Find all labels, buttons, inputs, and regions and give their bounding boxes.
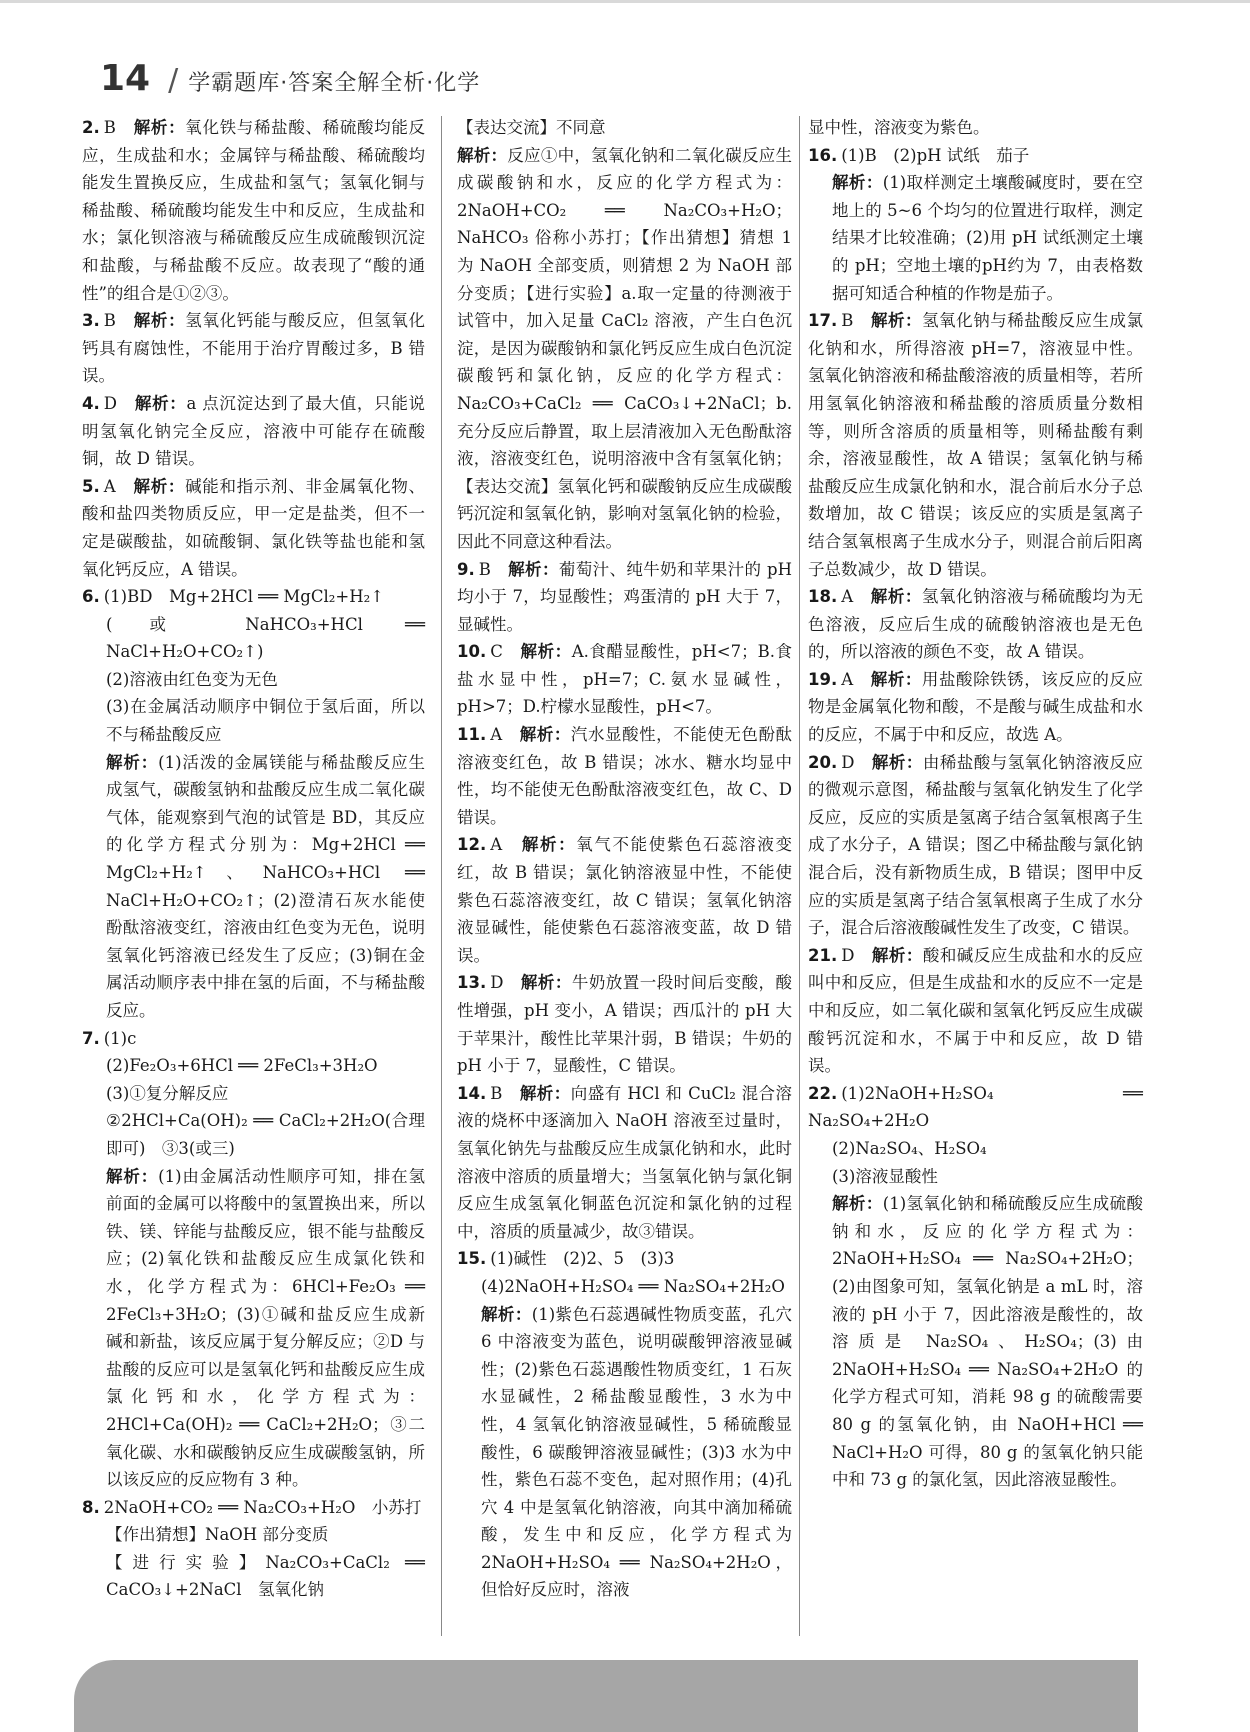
column-divider bbox=[799, 116, 800, 1636]
answer-choice: (1)B (2)pH 试纸 茄子 bbox=[841, 145, 1030, 165]
column-divider bbox=[441, 116, 442, 1636]
answer-choice: D bbox=[103, 393, 117, 413]
analysis-text: 由稀盐酸与氢氧化钠溶液反应的微观示意图，稀盐酸与氢氧化钠发生了化学反应，反应的实质是氢离子结合氢氧根离子生成了水分子，A 错误；图乙中稀盐酸与氯化钠混合后，没有新物质生成，B 错误；图甲中反应的实质是氢离子结合氢氧根离子生成了水分子，混合后溶液酸碱性发生了改变，C 错误。 bbox=[808, 752, 1144, 938]
analysis-block bbox=[106, 749, 425, 1025]
answer-choice: C bbox=[490, 642, 503, 662]
analysis-text: 汽水显酸性，不能使无色酚酞溶液变红色，故 B 错误；冰水、糖水均显中性，均不能使无色酚酞溶液变红色，故 C、D 错误。 bbox=[457, 725, 793, 827]
answer-choice: A bbox=[841, 587, 854, 607]
answer-item bbox=[82, 307, 425, 390]
answer-line: (2)溶液由红色变为无色 bbox=[106, 669, 278, 689]
analysis-text: a 点沉淀达到了最大值，只能说明氢氧化钠完全反应，溶液中可能存在硫酸铜，故 D 错误。 bbox=[82, 393, 426, 469]
answer-line: 【表达交流】不同意 bbox=[457, 118, 606, 137]
question-number: 14. bbox=[457, 1083, 487, 1103]
analysis-text: 碱能和指示剂、非金属氧化物、酸和盐四类物质反应，甲一定是盐类，但不一定是碳酸盐，如硫酸铜、氯化铁等盐也能和氢氧化钙反应，A 错误。 bbox=[82, 476, 426, 579]
answer-choice: (1)BD Mg+2HCl ══ MgCl₂+H₂↑ bbox=[103, 587, 385, 607]
question-number: 22. bbox=[808, 1083, 838, 1103]
answer-item bbox=[808, 1080, 1143, 1135]
answer-item bbox=[808, 942, 1143, 1080]
question-number: 20. bbox=[808, 752, 838, 772]
answer-item bbox=[457, 831, 792, 969]
analysis-label: 解析： bbox=[457, 145, 508, 165]
answer-item bbox=[457, 556, 792, 639]
answer-line: 显中性，溶液变为紫色。 bbox=[808, 118, 990, 137]
answer-item bbox=[457, 638, 792, 721]
question-number: 18. bbox=[808, 587, 838, 607]
analysis-label: 解析： bbox=[870, 311, 923, 331]
analysis-block bbox=[832, 1190, 1143, 1494]
answer-choice: (1)2NaOH+H₂SO₄ ══ Na₂SO₄+2H₂O bbox=[808, 1083, 1143, 1131]
answer-line: (3)溶液显酸性 bbox=[832, 1166, 938, 1186]
question-number: 21. bbox=[808, 945, 838, 965]
answer-item bbox=[82, 583, 425, 611]
answer-choice: B bbox=[103, 118, 116, 137]
analysis-text: 牛奶放置一段时间后变酸，酸性增强，pH 变小，A 错误；西瓜汁的 pH 大于苹果汁，酸性比苹果汁弱，B 错误；牛奶的 pH 小于 7，显酸性，C 错误。 bbox=[457, 973, 793, 1076]
answer-choice: 2NaOH+CO₂ ══ Na₂CO₃+H₂O 小苏打 bbox=[103, 1497, 422, 1517]
analysis-label: 解析： bbox=[519, 725, 571, 745]
analysis-block bbox=[832, 169, 1143, 307]
answer-choice: A bbox=[841, 669, 854, 689]
answer-choice: (1)c bbox=[103, 1028, 137, 1048]
analysis-block bbox=[457, 142, 792, 556]
answer-item bbox=[457, 969, 792, 1079]
question-number: 7. bbox=[82, 1028, 100, 1048]
analysis-label: 解析： bbox=[481, 1304, 532, 1324]
answer-column-3 bbox=[808, 114, 1143, 1494]
analysis-text: 氢氧化钠溶液与稀硫酸均为无色溶液，反应后生成的硫酸钠溶液也是无色的，所以溶液的颜色不变，故 A 错误。 bbox=[808, 587, 1144, 662]
answer-choice: A bbox=[490, 835, 503, 855]
answer-item bbox=[808, 583, 1143, 666]
answer-choice: A bbox=[103, 476, 116, 496]
analysis-label: 解析： bbox=[870, 669, 922, 689]
analysis-text: 葡萄汁、纯牛奶和苹果汁的 pH 均小于 7，均显酸性；鸡蛋清的 pH 大于 7，显碱性。 bbox=[457, 559, 793, 634]
analysis-label: 解析： bbox=[832, 173, 883, 193]
analysis-label: 解析： bbox=[508, 559, 559, 579]
question-number: 13. bbox=[457, 973, 487, 993]
analysis-label: 解析： bbox=[832, 1194, 883, 1214]
answer-choice: A bbox=[490, 725, 503, 745]
answer-item bbox=[82, 1025, 425, 1053]
answer-choice: D bbox=[841, 945, 855, 965]
analysis-text: (1)取样测定土壤酸碱度时，要在空地上的 5~6 个均匀的位置进行取样，测定结果才比较准确；(2)用 pH 试纸测定土壤的 pH；空地土壤的pH约为 7，由表格数据可知适合种植的作物是茄子。 bbox=[832, 173, 1144, 303]
footer-band bbox=[74, 1660, 1138, 1732]
question-number: 16. bbox=[808, 145, 838, 165]
answer-item bbox=[82, 114, 425, 307]
analysis-text: 用盐酸除铁锈，该反应的反应物是金属氧化物和酸，不是酸与碱生成盐和水的反应，不属于中和反应，故选 A。 bbox=[808, 669, 1144, 745]
analysis-text: (1)活泼的金属镁能与稀盐酸反应生成氢气，碳酸氢钠和盐酸反应生成二氧化碳气体，能观察到气泡的试管是 BD，其反应的化学方程式分别为：Mg+2HCl ══ MgCl₂+H₂↑、NaHCO₃+HCl ══ NaCl+H₂O+CO₂↑；(2)澄清石灰水能使酚酞溶液变红，溶液由红色变为无色，说明氢氧化钙溶液已经发生了反应；(3)铜在金属活动顺序表中排在氢的后面，不与稀盐酸反应。 bbox=[106, 752, 426, 1020]
analysis-text: 氢氧化钠与稀盐酸反应生成氯化钠和水，所得溶液 pH=7，溶液显中性。氢氧化钠溶液和稀盐酸溶液的质量相等，若所用氢氧化钠溶液和稀盐酸的溶质质量分数相等，则所含溶质的质量相等，则稀盐酸有剩余，溶液显酸性，故 A 错误；氢氧化钠与稀盐酸反应生成氯化钠和水，混合前后水分子总数增加，故 C 错误；该反应的实质是氢离子结合氢氧根离子生成水分子，则混合前后阳离子总数减少，故 D 错误。 bbox=[808, 311, 1144, 579]
answer-choice: B bbox=[103, 311, 116, 331]
question-number: 19. bbox=[808, 669, 838, 689]
answer-item bbox=[808, 142, 1143, 170]
analysis-text: 氧气不能使紫色石蕊溶液变红，故 B 错误；氯化钠溶液显中性，不能使紫色石蕊溶液变红，故 C 错误；氢氧化钠溶液显碱性，能使紫色石蕊溶液变蓝，故 D 错误。 bbox=[457, 835, 793, 965]
answer-line: (2)Fe₂O₃+6HCl ══ 2FeCl₃+3H₂O bbox=[106, 1056, 378, 1076]
question-number: 10. bbox=[457, 642, 487, 662]
analysis-label: 解析： bbox=[133, 118, 186, 137]
answer-item bbox=[82, 473, 425, 583]
analysis-label: 解析： bbox=[521, 835, 577, 855]
answer-choice: B bbox=[478, 559, 491, 579]
question-number: 17. bbox=[808, 311, 838, 331]
question-number: 2. bbox=[82, 118, 100, 137]
analysis-text: 氢氧化钙能与酸反应，但氢氧化钙具有腐蚀性，不能用于治疗胃酸过多，B 错误。 bbox=[82, 311, 426, 386]
analysis-label: 解析： bbox=[520, 973, 572, 993]
answer-choice: D bbox=[490, 973, 504, 993]
analysis-label: 解析： bbox=[133, 476, 186, 496]
answer-item bbox=[82, 1494, 425, 1522]
analysis-label: 解析： bbox=[106, 752, 159, 772]
analysis-text: 氧化铁与稀盐酸、稀硫酸均能反应，生成盐和水；金属锌与稀盐酸、稀硫酸均能发生置换反应，生成盐和氢气；氢氧化铜与稀盐酸、稀硫酸均能发生中和反应，生成盐和水；氯化钡溶液与稀硫酸反应生成硫酸钡沉淀和盐酸，与稀盐酸不反应。故表现了“酸的通性”的组合是①②③。 bbox=[82, 118, 426, 303]
answer-line: (3)①复分解反应 bbox=[106, 1083, 229, 1103]
analysis-label: 解析： bbox=[870, 587, 922, 607]
answer-line: (或 NaHCO₃+HCl ══ NaCl+H₂O+CO₂↑) bbox=[106, 614, 425, 662]
page-number: 14 bbox=[100, 58, 151, 99]
header-slash: / bbox=[168, 63, 179, 98]
question-number: 6. bbox=[82, 587, 100, 607]
analysis-label: 解析： bbox=[871, 945, 923, 965]
analysis-block bbox=[481, 1301, 792, 1605]
analysis-text: (1)紫色石蕊遇碱性物质变蓝，孔穴 6 中溶液变为蓝色，说明碳酸钾溶液显碱性；(2)紫色石蕊遇酸性物质变红，1 石灰水显碱性，2 稀盐酸显酸性，3 水为中性，4 氢氧化钠溶液显碱性，5 稀硫酸显酸性，6 碳酸钾溶液显碱性；(3)3 水为中性，紫色石蕊不变色，起对照作用；(4)孔穴 4 中是氢氧化钠溶液，向其中滴加稀硫酸，发生中和反应，化学方程式为 2NaOH+H₂SO₄ ══ Na₂SO₄+2H₂O，但恰好反应时，溶液 bbox=[481, 1304, 793, 1600]
top-rule bbox=[0, 0, 1250, 3]
analysis-text: (1)氢氧化钠和稀硫酸反应生成硫酸钠和水，反应的化学方程式为：2NaOH+H₂SO₄ ══ Na₂SO₄+2H₂O；(2)由图象可知，氢氧化钠是 a mL 时，溶液的 pH 小于 7，因此溶液是酸性的，故溶质是 Na₂SO₄、H₂SO₄；(3)由 2NaOH+H₂SO₄ ══ Na₂SO₄+2H₂O 的化学方程式可知，消耗 98 g 的硫酸需要 80 g 的氢氧化钠，由 NaOH+HCl ══ NaCl+H₂O 可得，80 g 的氢氧化钠只能中和 73 g 的氯化氢，因此溶液显酸性。 bbox=[832, 1194, 1144, 1490]
answer-column-2 bbox=[457, 114, 792, 1604]
answer-choice: B bbox=[490, 1083, 503, 1103]
analysis-label: 解析： bbox=[871, 752, 923, 772]
page-header bbox=[100, 58, 480, 102]
book-title: 学霸题库·答案全解全析·化学 bbox=[188, 71, 481, 96]
answer-line: (4)2NaOH+H₂SO₄ ══ Na₂SO₄+2H₂O bbox=[481, 1276, 785, 1296]
question-number: 5. bbox=[82, 476, 100, 496]
question-number: 8. bbox=[82, 1497, 100, 1517]
analysis-text: 酸和碱反应生成盐和水的反应叫中和反应，但是生成盐和水的反应不一定是中和反应，如二氧化碳和氢氧化钙反应生成碳酸钙沉淀和水，不属于中和反应，故 D 错误。 bbox=[808, 945, 1144, 1076]
analysis-text: 反应①中，氢氧化钠和二氧化碳反应生成碳酸钠和水，反应的化学方程式为：2NaOH+CO₂ ══ Na₂CO₃+H₂O；NaHCO₃ 俗称小苏打；【作出猜想】猜想 1 为 NaOH 全部变质，则猜想 2 为 NaOH 部分变质；【进行实验】a.取一定量的待测液于试管中，加入足量 CaCl₂ 溶液，产生白色沉淀，是因为碳酸钠和氯化钙反应生成白色沉淀碳酸钙和氯化钠，反应的化学方程式：Na₂CO₃+CaCl₂ ══ CaCO₃↓+2NaCl；b.充分反应后静置，取上层清液加入无色酚酞溶液，溶液变红色，说明溶液中含有氢氧化钠；【表达交流】氢氧化钙和碳酸钠反应生成碳酸钙沉淀和氢氧化钠，影响对氢氧化钠的检验，因此不同意这种看法。 bbox=[457, 145, 793, 551]
analysis-label: 解析： bbox=[519, 1083, 571, 1103]
answer-choice: D bbox=[841, 752, 855, 772]
analysis-label: 解析： bbox=[134, 393, 187, 413]
answer-item bbox=[808, 666, 1143, 749]
answer-choice: B bbox=[841, 311, 854, 331]
answer-item bbox=[808, 307, 1143, 583]
question-number: 15. bbox=[457, 1249, 487, 1269]
answer-item bbox=[457, 1245, 792, 1273]
answer-line: 【进行实验】Na₂CO₃+CaCl₂ ══ CaCO₃↓+2NaCl 氢氧化钠 bbox=[106, 1552, 425, 1600]
answer-item bbox=[457, 721, 792, 831]
answer-line: 【作出猜想】NaOH 部分变质 bbox=[106, 1525, 329, 1545]
answer-line: (3)在金属活动顺序中铜位于氢后面，所以不与稀盐酸反应 bbox=[106, 697, 425, 745]
answer-item bbox=[82, 390, 425, 473]
question-number: 3. bbox=[82, 311, 100, 331]
analysis-text: (1)由金属活动性顺序可知，排在氢前面的金属可以将酸中的氢置换出来，所以铁、镁、锌能与盐酸反应，银不能与盐酸反应；(2)氧化铁和盐酸反应生成氯化铁和水，化学方程式为：6HCl+Fe₂O₃ ══ 2FeCl₃+3H₂O；(3)①碱和盐反应生成新碱和新盐，该反应属于复分解反应；②D 与盐酸的反应可以是氢氧化钙和盐酸反应生成氯化钙和水，化学方程式为：2HCl+Ca(OH)₂ ══ CaCl₂+2H₂O；③二氧化碳、水和碳酸钠反应生成碳酸氢钠，所以该反应的反应物有 3 种。 bbox=[106, 1166, 426, 1490]
question-number: 4. bbox=[82, 393, 100, 413]
analysis-text: A.食醋显酸性，pH<7；B.食盐水显中性，pH=7；C.氨水显碱性，pH>7；D.柠檬水显酸性，pH<7。 bbox=[457, 642, 793, 717]
question-number: 11. bbox=[457, 725, 487, 745]
answer-item bbox=[808, 749, 1143, 942]
question-number: 12. bbox=[457, 835, 487, 855]
answer-item bbox=[457, 1080, 792, 1246]
answer-column-1 bbox=[82, 114, 425, 1604]
question-number: 9. bbox=[457, 559, 475, 579]
answer-line: ②2HCl+Ca(OH)₂ ══ CaCl₂+2H₂O(合理即可) ③3(或三) bbox=[106, 1111, 425, 1158]
analysis-label: 解析： bbox=[133, 311, 186, 331]
answer-choice: (1)碱性 (2)2、5 (3)3 bbox=[490, 1249, 675, 1269]
analysis-text: 向盛有 HCl 和 CuCl₂ 混合溶液的烧杯中逐滴加入 NaOH 溶液至过量时，氢氧化钠先与盐酸反应生成氯化钠和水，此时溶液中溶质的质量增大；当氢氧化钠与氯化铜反应生成氢氧化铜蓝色沉淀和氯化钠的过程中，溶质的质量减少，故③错误。 bbox=[457, 1083, 793, 1241]
analysis-label: 解析： bbox=[520, 642, 572, 662]
analysis-label: 解析： bbox=[106, 1166, 159, 1186]
answer-line: (2)Na₂SO₄、H₂SO₄ bbox=[832, 1138, 987, 1158]
analysis-block bbox=[106, 1163, 425, 1494]
